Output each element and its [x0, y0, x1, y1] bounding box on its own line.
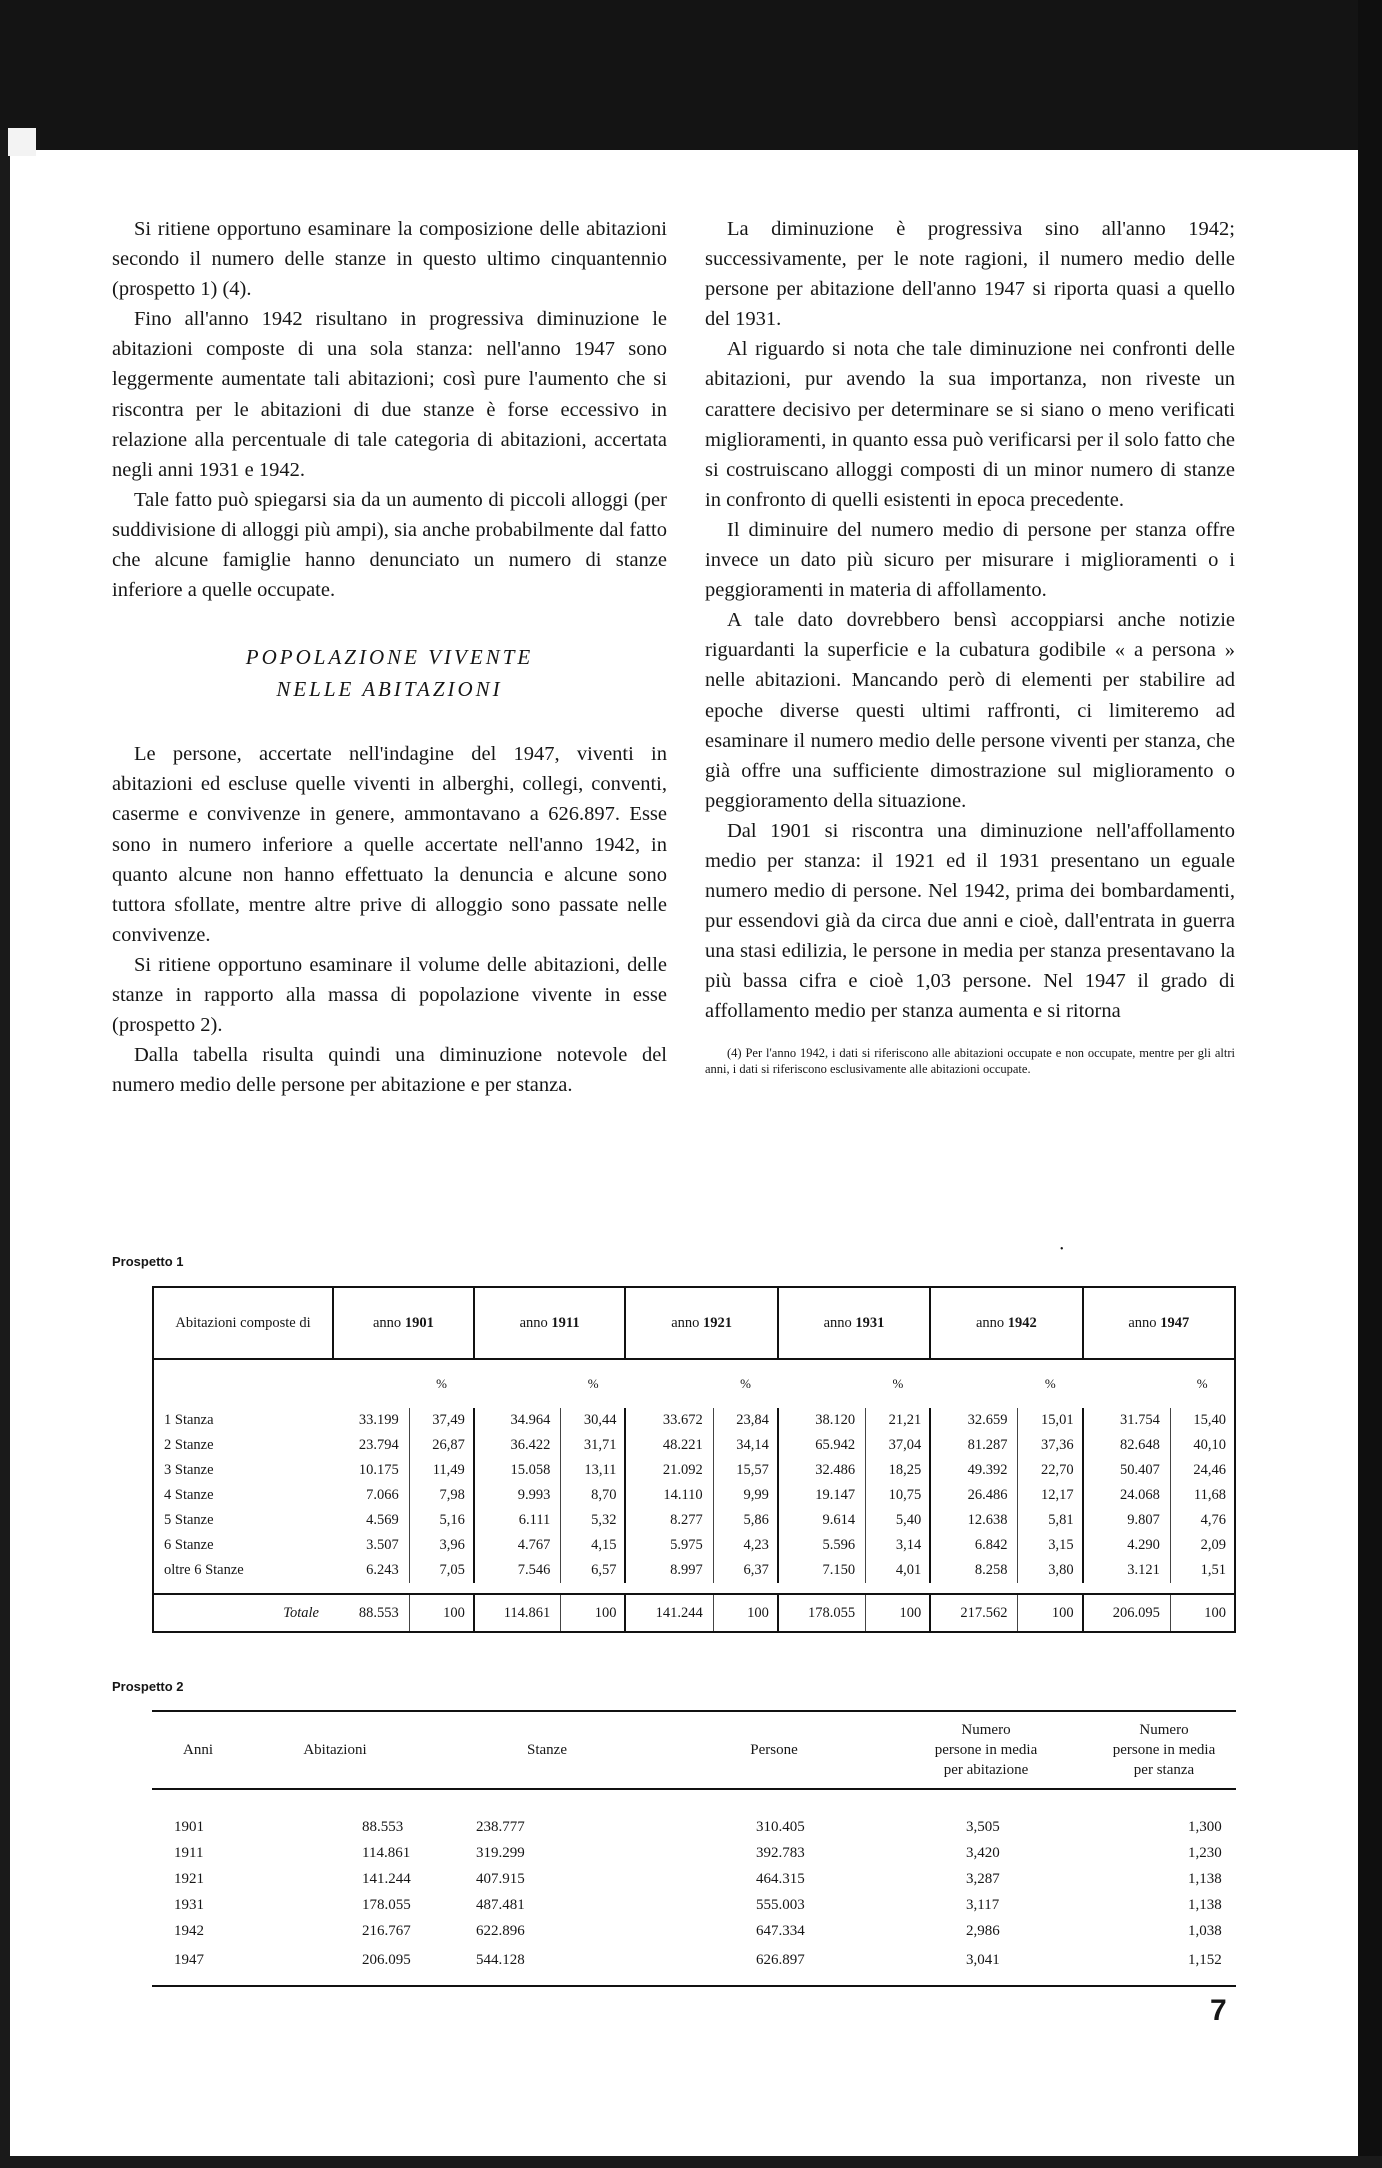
- total-row: [153, 1594, 1235, 1632]
- percent-cell: 5,32: [561, 1508, 626, 1533]
- cell-persone: 310.405: [756, 1818, 805, 1835]
- year-value: 1911: [551, 1314, 580, 1331]
- count-cell: 4.569: [333, 1508, 409, 1533]
- cell-per-abitazione: 3,505: [966, 1818, 1000, 1835]
- percent-cell: 40,10: [1193, 1437, 1226, 1453]
- paragraph: Si ritiene opportuno esaminare il volume delle abitazioni, delle stanze in rapporto alla massa di popolazione vivente in esse (prospetto 2).: [112, 953, 667, 1037]
- percent-cell: 100: [409, 1594, 474, 1632]
- cell-per-abitazione: 3,117: [966, 1896, 1000, 1913]
- cell-anno: 1931: [174, 1896, 204, 1913]
- table-cell: [930, 1359, 1018, 1408]
- row-label: 4 Stanze: [164, 1487, 214, 1503]
- percent-cell: 8,70: [561, 1483, 626, 1508]
- header-line: Numero: [1139, 1722, 1189, 1738]
- cell-per-abitazione: 2,986: [966, 1922, 1000, 1939]
- paragraph: Il diminuire del numero medio di persone per stanza offre invece un dato più sicuro per misurare i miglioramenti o i peggioramenti in materia di affollamento.: [705, 518, 1235, 602]
- percent-cell: 34,14: [713, 1433, 778, 1458]
- spacer-row: [152, 1789, 1236, 1814]
- year-value: 1901: [404, 1314, 434, 1331]
- percent-cell: 5,40: [866, 1508, 931, 1533]
- count-cell: 15.058: [474, 1458, 561, 1483]
- percent-cell: 11,49: [409, 1458, 474, 1483]
- header-line: persone in media: [1112, 1742, 1216, 1758]
- percent-cell: 1,51: [1200, 1562, 1226, 1578]
- year-prefix: anno: [1128, 1314, 1157, 1331]
- percent-cell: 5,86: [713, 1508, 778, 1533]
- page-corner: [8, 128, 36, 156]
- scan-border-top: [0, 0, 1382, 150]
- year-header: [778, 1287, 930, 1359]
- percent-symbol: %: [740, 1376, 751, 1391]
- paragraph: Le persone, accertate nell'indagine del 1947, viventi in abitazioni ed escluse quelle viventi in alberghi, collegi, conventi, caserme e convivenze in genere, ammontavano a 626.897. Esse sono in numero inferiore a quelle accertate nell'anno 1942, in quanto alcune non hanno effettuato la denuncia e alcune sono tuttora sfollate, mentre altre prive di alloggio sono passate nelle convivenze.: [112, 743, 667, 946]
- percent-cell: 3,14: [866, 1533, 931, 1558]
- paragraph: A tale dato dovrebbero bensì accoppiarsi anche notizie riguardanti la superficie e la cubatura godibile « a persona » nelle abitazioni. Mancando però di elementi per stabilire ad epoche diverse questi ultimi raffronti, ci limiteremo ad esaminare il numero medio delle persone viventi per stanza, che già offre una sufficiente dimostrazione sul miglioramento o peggioramento della situazione.: [705, 609, 1235, 812]
- count-cell: 34.964: [474, 1408, 561, 1433]
- percent-symbol: %: [892, 1376, 904, 1391]
- row-label: 5 Stanze: [164, 1512, 214, 1528]
- count-cell: 32.486: [778, 1458, 866, 1483]
- count-cell: 88.553: [333, 1594, 409, 1632]
- count-cell: 31.754: [1083, 1408, 1171, 1433]
- count-cell: 6.111: [474, 1508, 561, 1533]
- year-prefix: anno: [823, 1314, 852, 1331]
- count-cell: 9.993: [474, 1483, 561, 1508]
- table-row: [153, 1458, 1235, 1483]
- header-line: per stanza: [1133, 1762, 1195, 1778]
- percent-cell: 15,01: [1018, 1408, 1083, 1433]
- header-label: Abitazioni composte di: [175, 1314, 311, 1331]
- percent-symbol: %: [587, 1376, 599, 1391]
- year-prefix: anno: [975, 1314, 1005, 1331]
- cell-anno: 1911: [174, 1844, 204, 1861]
- table-row: [153, 1483, 1235, 1508]
- cell-anno: 1921: [174, 1870, 204, 1887]
- cell-per-stanza: 1,038: [1188, 1922, 1222, 1939]
- footnote: (4) Per l'anno 1942, i dati si riferiscono alle abitazioni occupate e non occupate, mentre per gli altri anni, i dati si riferiscono esclusivamente alle abitazioni occupate.: [705, 1045, 1235, 1076]
- row-label: 2 Stanze: [164, 1437, 214, 1453]
- count-cell: 23.794: [333, 1433, 409, 1458]
- percent-cell: 3,15: [1018, 1533, 1083, 1558]
- table-cell: [333, 1359, 409, 1408]
- percent-cell: 31,71: [561, 1433, 626, 1458]
- count-cell: 114.861: [474, 1594, 561, 1632]
- percent-symbol: %: [436, 1376, 447, 1391]
- count-cell: 4.767: [474, 1533, 561, 1558]
- table-header-cell: [153, 1287, 333, 1359]
- prospetto-2-label: Prospetto 2: [112, 1679, 184, 1694]
- prospetto-1-table: [152, 1286, 1236, 1633]
- paragraph: Fino all'anno 1942 risultano in progressiva diminuzione le abitazioni composte di una sola stanza: nell'anno 1947 sono leggermente aumentate tali abitazioni; così pure l'aumento che si riscontra per le abitazioni di due stanze è forse eccessivo in relazione alla percentuale di tale categoria di abitazioni, accertata negli anni 1931 e 1942.: [112, 308, 667, 481]
- percent-cell: 12,17: [1018, 1483, 1083, 1508]
- header-stanze: Stanze: [426, 1711, 668, 1789]
- table-row: [152, 1918, 1236, 1944]
- cell-anno: 1901: [174, 1818, 204, 1835]
- prospetto-1-label: Prospetto 1: [112, 1254, 184, 1269]
- header-persone: Persone: [668, 1711, 880, 1789]
- table-row: [152, 1814, 1236, 1840]
- count-cell: 8.277: [625, 1508, 713, 1533]
- cell-persone: 392.783: [756, 1844, 805, 1861]
- count-cell: 7.150: [778, 1558, 866, 1583]
- cell-persone: 555.003: [756, 1896, 805, 1913]
- table-row: [152, 1944, 1236, 1986]
- paragraph: Dal 1901 si riscontra una diminuzione nell'affollamento medio per stanza: il 1921 ed il 1931 presentano un eguale numero medio di persone. Nel 1942, prima dei bombardamenti, pur essendovi già da circa due anni e cioè, dall'entrata in guerra una stasi edilizia, le persone in media per stanza presentavano la più bassa cifra e cioè 1,03 persone. Nel 1947 il grado di affollamento medio per stanza aumenta e si ritorna: [705, 819, 1235, 1023]
- percent-cell: 100: [713, 1594, 778, 1632]
- year-header: [625, 1287, 777, 1359]
- count-cell: 14.110: [625, 1483, 713, 1508]
- table-cell: [778, 1359, 866, 1408]
- table-cell: [153, 1583, 1235, 1594]
- year-header: [930, 1287, 1082, 1359]
- year-value: 1947: [1160, 1314, 1190, 1331]
- percent-cell: 26,87: [409, 1433, 474, 1458]
- cell-persone: 464.315: [756, 1870, 805, 1887]
- cell-abitazioni: 178.055: [362, 1896, 411, 1913]
- percent-cell: 37,04: [866, 1433, 931, 1458]
- cell-per-abitazione: 3,420: [966, 1844, 1000, 1861]
- percent-cell: 13,11: [561, 1458, 626, 1483]
- percent-cell: 7,05: [409, 1558, 474, 1583]
- percent-cell: 3,80: [1018, 1558, 1083, 1583]
- percent-cell: 100: [866, 1594, 931, 1632]
- year-prefix: anno: [671, 1314, 700, 1331]
- count-cell: 7.546: [474, 1558, 561, 1583]
- percent-cell: 15,40: [1193, 1412, 1226, 1428]
- table-cell: [1083, 1359, 1171, 1408]
- cell-abitazioni: 206.095: [362, 1951, 411, 1968]
- cell-per-stanza: 1,138: [1188, 1870, 1222, 1887]
- count-cell: 19.147: [778, 1483, 866, 1508]
- left-column: [112, 214, 667, 1100]
- percent-cell: 24,46: [1193, 1462, 1226, 1478]
- percent-cell: 6,37: [713, 1558, 778, 1583]
- cell-anno: 1947: [174, 1951, 204, 1968]
- cell-per-abitazione: 3,287: [966, 1870, 1000, 1887]
- percent-cell: 4,23: [713, 1533, 778, 1558]
- count-cell: 24.068: [1083, 1483, 1171, 1508]
- count-cell: 5.596: [778, 1533, 866, 1558]
- year-prefix: anno: [373, 1314, 402, 1331]
- percent-cell: 37,36: [1018, 1433, 1083, 1458]
- paragraph: Si ritiene opportuno esaminare la composizione delle abitazioni secondo il numero delle stanze in questo ultimo cinquantennio (prospetto 1) (4).: [112, 218, 667, 301]
- count-cell: 12.638: [930, 1508, 1018, 1533]
- count-cell: 48.221: [625, 1433, 713, 1458]
- percent-cell: 4,76: [1200, 1512, 1226, 1528]
- header-persone-per-abitazione: [880, 1711, 1092, 1789]
- table-row: [152, 1866, 1236, 1892]
- percent-cell: 5,81: [1018, 1508, 1083, 1533]
- count-cell: 8.997: [625, 1558, 713, 1583]
- count-cell: 217.562: [930, 1594, 1018, 1632]
- cell-stanze: 487.481: [476, 1896, 525, 1913]
- percent-cell: 4,01: [866, 1558, 931, 1583]
- percent-cell: 10,75: [866, 1483, 931, 1508]
- percent-cell: 7,98: [409, 1483, 474, 1508]
- percent-cell: 11,68: [1193, 1487, 1226, 1503]
- count-cell: 81.287: [930, 1433, 1018, 1458]
- paragraph: Dalla tabella risulta quindi una diminuzione notevole del numero medio delle persone per abitazione e per stanza.: [112, 1044, 667, 1097]
- right-column: [705, 214, 1235, 1077]
- header-anni: Anni: [152, 1711, 244, 1789]
- count-cell: 26.486: [930, 1483, 1018, 1508]
- percent-cell: 100: [561, 1594, 626, 1632]
- cell-stanze: 319.299: [476, 1844, 525, 1861]
- table-row: [153, 1408, 1235, 1433]
- year-header: [1083, 1287, 1235, 1359]
- paragraph: La diminuzione è progressiva sino all'anno 1942; successivamente, per le note ragioni, il numero medio delle persone per abitazione dell'anno 1947 si riporta quasi a quello del 1931.: [705, 218, 1235, 331]
- count-cell: 8.258: [930, 1558, 1018, 1583]
- cell-per-stanza: 1,230: [1188, 1844, 1222, 1861]
- count-cell: 38.120: [778, 1408, 866, 1433]
- year-value: 1942: [1007, 1314, 1037, 1331]
- table-cell: [625, 1359, 713, 1408]
- page-number: 7: [1210, 1994, 1227, 2027]
- table-row: [153, 1533, 1235, 1558]
- count-cell: 33.199: [333, 1408, 409, 1433]
- table-cell: [474, 1359, 561, 1408]
- cell-persone: 647.334: [756, 1922, 805, 1939]
- count-cell: 50.407: [1083, 1458, 1171, 1483]
- table-cell: [153, 1359, 333, 1408]
- table-row: [152, 1840, 1236, 1866]
- count-cell: 65.942: [778, 1433, 866, 1458]
- row-label: 3 Stanze: [164, 1462, 214, 1478]
- count-cell: 7.066: [333, 1483, 409, 1508]
- row-label: 6 Stanze: [164, 1537, 214, 1553]
- count-cell: 141.244: [625, 1594, 713, 1632]
- count-cell: 206.095: [1083, 1594, 1171, 1632]
- percent-cell: 15,57: [713, 1458, 778, 1483]
- row-label: oltre 6 Stanze: [164, 1562, 244, 1578]
- cell-stanze: 622.896: [476, 1922, 525, 1939]
- cell-per-stanza: 1,300: [1188, 1818, 1222, 1835]
- percent-cell: 18,25: [866, 1458, 931, 1483]
- cell-anno: 1942: [174, 1922, 204, 1939]
- count-cell: 36.422: [474, 1433, 561, 1458]
- header-line: Numero: [961, 1722, 1011, 1738]
- total-label: Totale: [153, 1594, 333, 1632]
- spacer-row: [153, 1583, 1235, 1594]
- count-cell: 4.290: [1083, 1533, 1171, 1558]
- count-cell: 6.243: [333, 1558, 409, 1583]
- count-cell: 49.392: [930, 1458, 1018, 1483]
- cell-abitazioni: 114.861: [362, 1844, 411, 1861]
- cell-per-stanza: 1,152: [1188, 1951, 1222, 1968]
- paragraph: Tale fatto può spiegarsi sia da un aumento di piccoli alloggi (per suddivisione di alloggi più ampi), sia anche probabilmente dal fatto che alcune famiglie hanno denunciato un numero di stanze inferiore a quelle occupate.: [112, 488, 667, 602]
- section-title-line: NELLE ABITAZIONI: [276, 677, 503, 702]
- count-cell: 33.672: [625, 1408, 713, 1433]
- percent-cell: 100: [1170, 1594, 1235, 1632]
- cell-per-stanza: 1,138: [1188, 1896, 1222, 1913]
- year-header: [333, 1287, 474, 1359]
- table-row: [153, 1558, 1235, 1583]
- percent-cell: 100: [1018, 1594, 1083, 1632]
- count-cell: 21.092: [625, 1458, 713, 1483]
- section-title-line: POPOLAZIONE VIVENTE: [245, 645, 534, 670]
- percent-cell: 9,99: [713, 1483, 778, 1508]
- percent-header-row: [153, 1359, 1235, 1408]
- percent-symbol: %: [1196, 1376, 1208, 1391]
- percent-cell: 30,44: [561, 1408, 626, 1433]
- percent-cell: 37,49: [409, 1408, 474, 1433]
- scan-border-bottom: [0, 2156, 1382, 2168]
- count-cell: 10.175: [333, 1458, 409, 1483]
- cell-abitazioni: 88.553: [362, 1818, 404, 1835]
- table-row: [153, 1508, 1235, 1533]
- percent-cell: 3,96: [409, 1533, 474, 1558]
- percent-cell: 2,09: [1200, 1537, 1226, 1553]
- percent-symbol: %: [1044, 1376, 1056, 1391]
- count-cell: 32.659: [930, 1408, 1018, 1433]
- count-cell: 6.842: [930, 1533, 1018, 1558]
- cell-stanze: 544.128: [476, 1951, 525, 1968]
- cell-persone: 626.897: [756, 1951, 805, 1968]
- count-cell: 9.807: [1083, 1508, 1171, 1533]
- header-abitazioni: Abitazioni: [244, 1711, 426, 1789]
- percent-cell: 23,84: [713, 1408, 778, 1433]
- count-cell: 178.055: [778, 1594, 866, 1632]
- count-cell: 9.614: [778, 1508, 866, 1533]
- count-cell: 3.121: [1083, 1558, 1171, 1583]
- section-title: [112, 641, 667, 705]
- cell-stanze: 407.915: [476, 1870, 525, 1887]
- row-label: 1 Stanza: [164, 1412, 214, 1428]
- prospetto-2-table: [152, 1710, 1236, 1987]
- scan-border-left: [0, 130, 10, 2168]
- header-line: persone in media: [934, 1742, 1038, 1758]
- count-cell: 82.648: [1083, 1433, 1171, 1458]
- header-persone-per-stanza: [1092, 1711, 1236, 1789]
- ornament-dot: •: [1060, 1244, 1064, 1255]
- table-cell: [152, 1789, 1236, 1814]
- year-value: 1931: [855, 1314, 885, 1331]
- cell-per-abitazione: 3,041: [966, 1951, 1000, 1968]
- cell-abitazioni: 216.767: [362, 1922, 411, 1939]
- count-cell: 3.507: [333, 1533, 409, 1558]
- scan-border-right: [1358, 0, 1382, 2168]
- count-cell: 5.975: [625, 1533, 713, 1558]
- percent-cell: 22,70: [1018, 1458, 1083, 1483]
- header-line: per abitazione: [943, 1762, 1029, 1778]
- percent-cell: 6,57: [561, 1558, 626, 1583]
- percent-cell: 4,15: [561, 1533, 626, 1558]
- percent-cell: 5,16: [409, 1508, 474, 1533]
- year-prefix: anno: [519, 1314, 548, 1331]
- cell-abitazioni: 141.244: [362, 1870, 411, 1887]
- paragraph: Al riguardo si nota che tale diminuzione nei confronti delle abitazioni, pur avendo la sua importanza, non riveste un carattere decisivo per determinare se si siano o meno verificati miglioramenti, in quanto essa può verificarsi per il solo fatto che si costruiscano alloggi composti di un minor numero di stanze in confronto di quelli esistenti in epoca precedente.: [705, 338, 1236, 511]
- table-row: [153, 1433, 1235, 1458]
- table-row: [152, 1892, 1236, 1918]
- year-header: [474, 1287, 626, 1359]
- year-value: 1921: [703, 1314, 733, 1331]
- percent-cell: 21,21: [866, 1408, 931, 1433]
- cell-stanze: 238.777: [476, 1818, 525, 1835]
